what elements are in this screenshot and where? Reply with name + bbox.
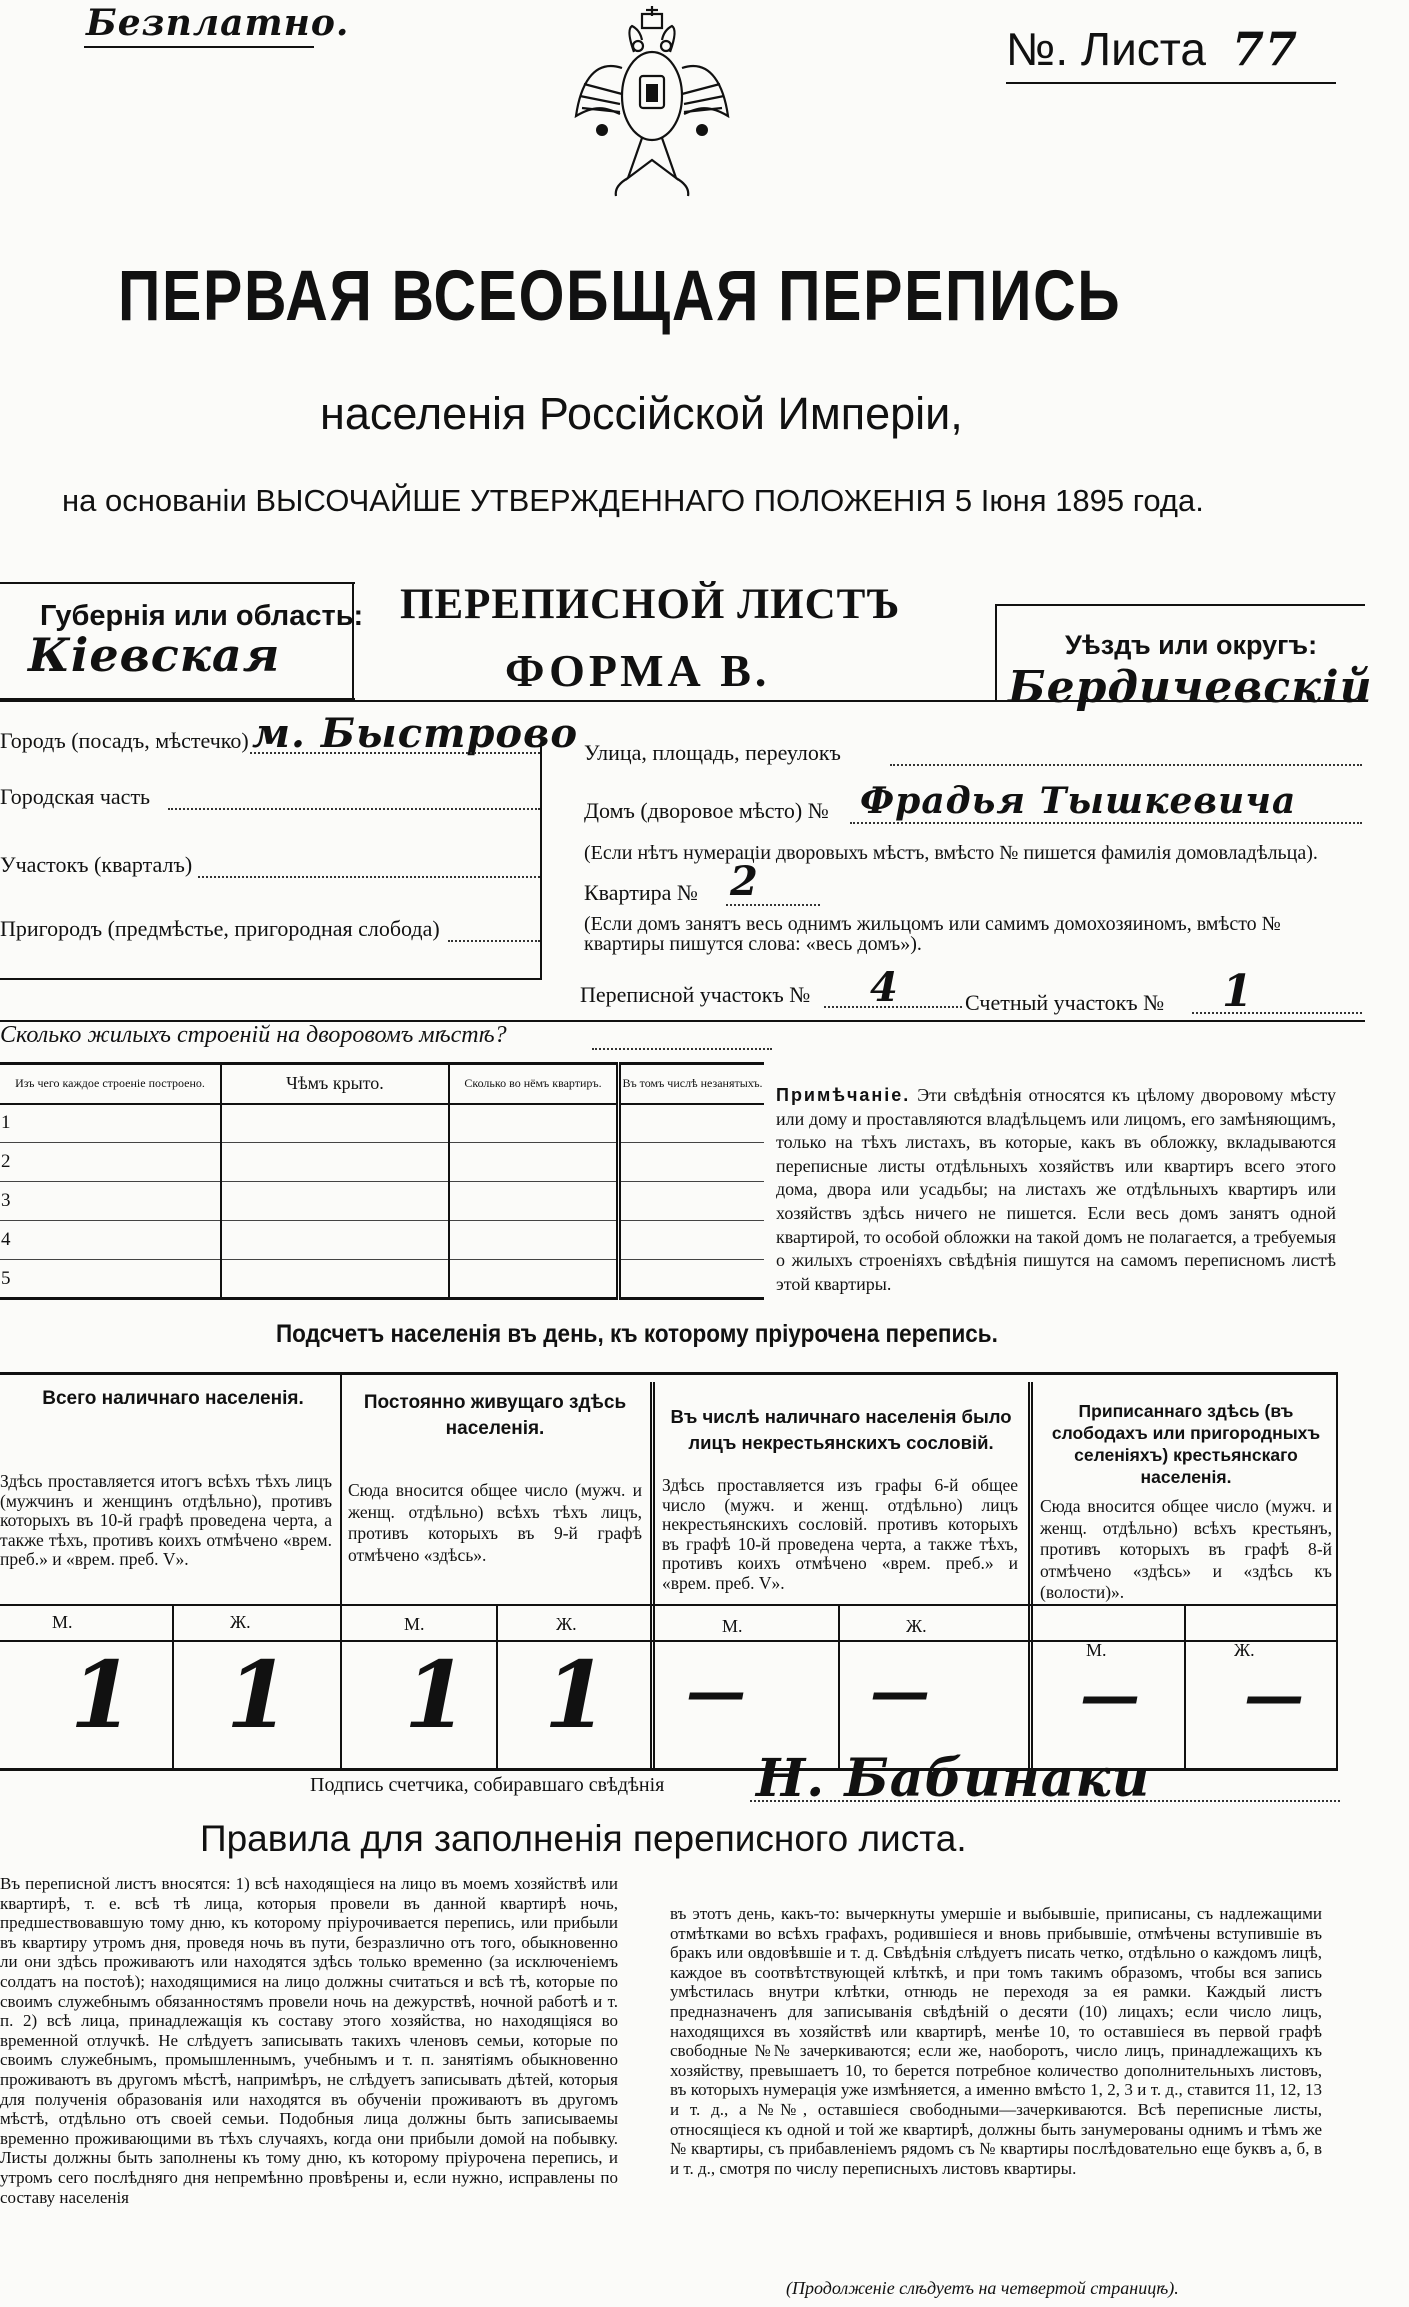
population-col-desc: Здѣсь проставляется изъ графы 6-й общее число (мужч. и женщ. отдѣльно) лицъ некрестьянскихъ сословій. противъ которыхъ въ графѣ 10-й проведена черта, а также тѣхъ, противъ коихъ отмѣчено «врем. преб.» и «врем. преб. V». xyxy=(662,1475,1018,1593)
double-headed-eagle-emblem-icon xyxy=(572,4,732,204)
population-col-head: Въ числѣ наличнаго населенія было лицъ некрестьянскихъ сословій. xyxy=(670,1406,1012,1453)
male-count: 1 xyxy=(70,1641,136,1749)
house-note: (Если нѣтъ нумераціи дворовыхъ мѣстъ, вмѣсто № пишется фамилія домовладѣльца). xyxy=(584,842,1318,864)
gubernia-value: Кіевская xyxy=(28,628,281,682)
page-subtitle: населенія Россійской Имперіи, xyxy=(320,388,963,439)
population-title: Подсчетъ населенія въ день, къ которому пріурочена перепись. xyxy=(276,1320,998,1348)
census-district-label: Переписной участокъ № xyxy=(580,982,811,1007)
precinct-label: Участокъ (кварталъ) xyxy=(0,852,193,877)
row-number: 3 xyxy=(0,1182,221,1221)
female-count: — xyxy=(870,1657,931,1727)
male-label: М. xyxy=(722,1616,743,1636)
sheet-title: ПЕРЕПИСНОЙ ЛИСТЪ xyxy=(400,581,901,628)
row-number: 1 xyxy=(0,1104,221,1143)
rules-left-column: Въ переписной листъ вносятся: 1) всѣ находящіеся на лицо въ моемъ хозяйствѣ или квартирѣ, т. е. всѣ тѣ лица, которыя провели въ данной квартирѣ ночь, предшествовавшую тому дню, къ которому пріурочивается перепись, или прибыли въ квартиру утромъ дня, проведя ночь въ пути, безразлично отъ того, обыкновенно ли они здѣсь проживаютъ или находятся здѣсь только временно (за исключеніемъ солдатъ на постоѣ); находящимися на лицо должны считаться и всѣ тѣ, которые по своимъ служебнымъ обязанностямъ провели ночь на дежурствѣ, ночной работѣ и т. п. 2) всѣ лица, принадлежащія къ составу этого хозяйства, но находящіяся во временной отлучкѣ. Не слѣдуетъ записывать такихъ членовъ семьи, которые по своимъ служебнымъ, промышленнымъ, учебнымъ и т. п. занятіямъ обыкновенно проживаютъ въ другомъ мѣстѣ, напримѣръ, не слѣдуетъ записывать дѣтей, которыя для полученія образованія или находятся въ обученіи проживаютъ въ другомъ мѣстѣ, отдѣльно отъ своей семьи. Подобныя лица должны быть записываемы временно проживающими въ тѣхъ случаяхъ, когда они прибыли домой на побывку. Листы должны быть заполнены къ тому дню, къ которому пріурочена перепись, и утромъ сего послѣдняго дня непремѣнно провѣрены и, если нужно, исправлены по составу населенія xyxy=(0,1874,618,2207)
uezd-value: Бердичевскій xyxy=(1008,662,1373,713)
form-name: ФОРМА В. xyxy=(505,645,771,696)
gubernia-label: Губернія или область: xyxy=(40,600,364,632)
buildings-question: Сколько жилыхъ строеній на дворовомъ мѣстѣ? xyxy=(0,1022,507,1048)
suburb-label: Пригородъ (предмѣстье, пригородная слобода) xyxy=(0,916,440,941)
census-district-value: 4 xyxy=(870,964,899,1011)
column-header: Въ томъ числѣ незанятыхъ. xyxy=(619,1064,765,1104)
population-col-head: Всего наличнаго населенія. xyxy=(42,1388,304,1409)
male-count: — xyxy=(686,1657,747,1727)
page-title: ПЕРВАЯ ВСЕОБЩАЯ ПЕРЕПИСЬ xyxy=(118,257,1122,336)
note-block xyxy=(776,1084,1336,1296)
female-label: Ж. xyxy=(906,1616,927,1636)
street-label: Улица, площадь, переулокъ xyxy=(584,740,841,765)
column-header: Сколько во нёмъ квартиръ. xyxy=(449,1064,619,1104)
male-label: М. xyxy=(1086,1640,1107,1660)
male-count: — xyxy=(1080,1661,1141,1731)
female-count: 1 xyxy=(226,1641,292,1749)
population-col-desc: Здѣсь проставляется итогъ всѣхъ тѣхъ лицъ (мужчинъ и женщинъ отдѣльно), противъ которыхъ въ 10-й графѣ проведена черта, а также тѣхъ, противъ коихъ отмѣчено «врем. преб.» и «врем. преб. V». xyxy=(0,1471,332,1569)
house-value: Фрадья Тышкевича xyxy=(860,780,1297,822)
city-part-label: Городская часть xyxy=(0,784,151,809)
column-header: Чѣмъ крыто. xyxy=(221,1064,449,1104)
legal-basis: на основаніи ВЫСОЧАЙШЕ УТВЕРЖДЕННАГО ПОЛОЖЕНІЯ 5 Іюня 1895 года. xyxy=(62,483,1204,518)
signature-label: Подпись счетчика, собиравшаго свѣдѣнія xyxy=(310,1774,665,1796)
note-text: Эти свѣдѣнія относятся къ цѣлому дворовому мѣсту или дому и проставляются владѣльцемъ или лицомъ, его замѣняющимъ, только на тѣхъ листахъ, въ которые, какъ въ обложку, вкладываются переписные листы отдѣльныхъ хозяйствъ или квартиръ всего этого дома, двора или усадьбы; на листахъ же отдѣльныхъ квартиръ или хозяйствъ здѣсь ничего не пишется. Если весь домъ занятъ одной квартирой, то особой обложки на такой домъ не полагается, а требуемыя о жилыхъ строеніяхъ свѣдѣнія пишутся на самомъ переписномъ листѣ этой квартиры. xyxy=(776,1085,1336,1294)
uezd-label: Уѣздъ или округъ: xyxy=(1065,630,1318,660)
count-district-value: 1 xyxy=(1222,966,1254,1017)
female-count: — xyxy=(1244,1661,1305,1731)
note-title: Примѣчаніе. xyxy=(776,1085,911,1105)
free-label: Безплатно. xyxy=(86,2,350,44)
female-label: Ж. xyxy=(1234,1640,1255,1660)
population-col-desc: Сюда вносится общее число (мужч. и женщ. отдѣльно) всѣхъ крестьянъ, противъ которыхъ въ графѣ 8-й отмѣчено «здѣсь» и «здѣсь къ (волости)». xyxy=(1040,1496,1332,1602)
apartment-value: 2 xyxy=(730,858,759,905)
row-number: 5 xyxy=(0,1260,221,1299)
rules-title: Правила для заполненія переписного листа. xyxy=(200,1818,967,1859)
row-number: 2 xyxy=(0,1143,221,1182)
rules-right-column: въ этотъ день, какъ-то: вычеркнуты умершіе и выбывшіе, приписаны, съ надлежащими отмѣтками во всѣхъ графахъ, родившіеся и вновь прибывшіе, отмѣчены вступившіе въ бракъ или овдовѣвшіе и т. д. Свѣдѣнія слѣдуетъ писать четко, отдѣльно о каждомъ лицѣ, каждое въ соотвѣтствующей клѣткѣ, и при томъ такимъ образомъ, чтобы вся запись умѣстилась внутри клѣтки, отнюдь не переходя за ея рамки. Каждый листъ предназначенъ для записыванія свѣдѣній о десяти (10) лицахъ; если число лицъ, находящихся въ хозяйствѣ или квартирѣ, менѣе 10, то оставшіеся въ первой графѣ свободные №№ зачеркиваются; если же, наоборотъ, число лицъ, принадлежащихъ къ хозяйству, превышаетъ 10, то берется потребное количество дополнительныхъ листовъ, въ которыхъ нумерація уже измѣняется, а именно вмѣсто 1, 2, 3 и т. д., ставится 11, 12, 13 и т. д., а №№, оставшіеся свободными—зачеркиваются. Всѣ переписные листы, относящіеся къ одной и той же квартирѣ, должны быть занумерованы однимъ и тѣмъ же № квартиры, съ прибавленіемъ рядомъ съ № квартиры послѣдовательно еще буквъ а, б, в и т. д., смотря по числу переписныхъ листовъ квартиры. xyxy=(670,1904,1322,2178)
city-value: м. Быстрово xyxy=(252,710,579,757)
female-label: Ж. xyxy=(556,1614,577,1634)
house-label: Домъ (дворовое мѣсто) № xyxy=(584,798,829,823)
female-count: 1 xyxy=(544,1641,610,1749)
apartment-label: Квартира № xyxy=(584,880,698,905)
male-count: 1 xyxy=(404,1641,470,1749)
male-label: М. xyxy=(404,1614,425,1634)
buildings-table xyxy=(0,1062,764,1300)
sheet-number-value: 77 xyxy=(1232,22,1299,76)
rules-continued: (Продолженіе слѣдуетъ на четвертой страницѣ). xyxy=(786,2278,1179,2298)
row-number: 4 xyxy=(0,1221,221,1260)
count-district-label: Счетный участокъ № xyxy=(965,990,1165,1015)
sheet-number-label: №. Листа xyxy=(1006,23,1206,75)
population-col-head: Приписаннаго здѣсь (въ слободахъ или пригородныхъ селеніяхъ) крестьянскаго населенія. xyxy=(1051,1401,1321,1487)
male-label: М. xyxy=(52,1612,73,1632)
population-col-desc: Сюда вносится общее число (мужч. и женщ. отдѣльно) всѣхъ тѣхъ лицъ, противъ которыхъ въ 9-й графѣ отмѣчено «здѣсь». xyxy=(348,1480,642,1565)
column-header: Изъ чего каждое строеніе построено. xyxy=(0,1064,221,1104)
apartment-note: (Если домъ занятъ весь однимъ жильцомъ или самимъ домохозяиномъ, вмѣсто № квартиры пишутся слова: «весь домъ»). xyxy=(584,913,1281,955)
signature-value: Н. Бабинаки xyxy=(756,1748,1151,1809)
city-label: Городъ (посадъ, мѣстечко) xyxy=(0,728,249,753)
population-col-head: Постоянно живущаго здѣсь населенія. xyxy=(363,1392,627,1439)
female-label: Ж. xyxy=(230,1612,251,1632)
